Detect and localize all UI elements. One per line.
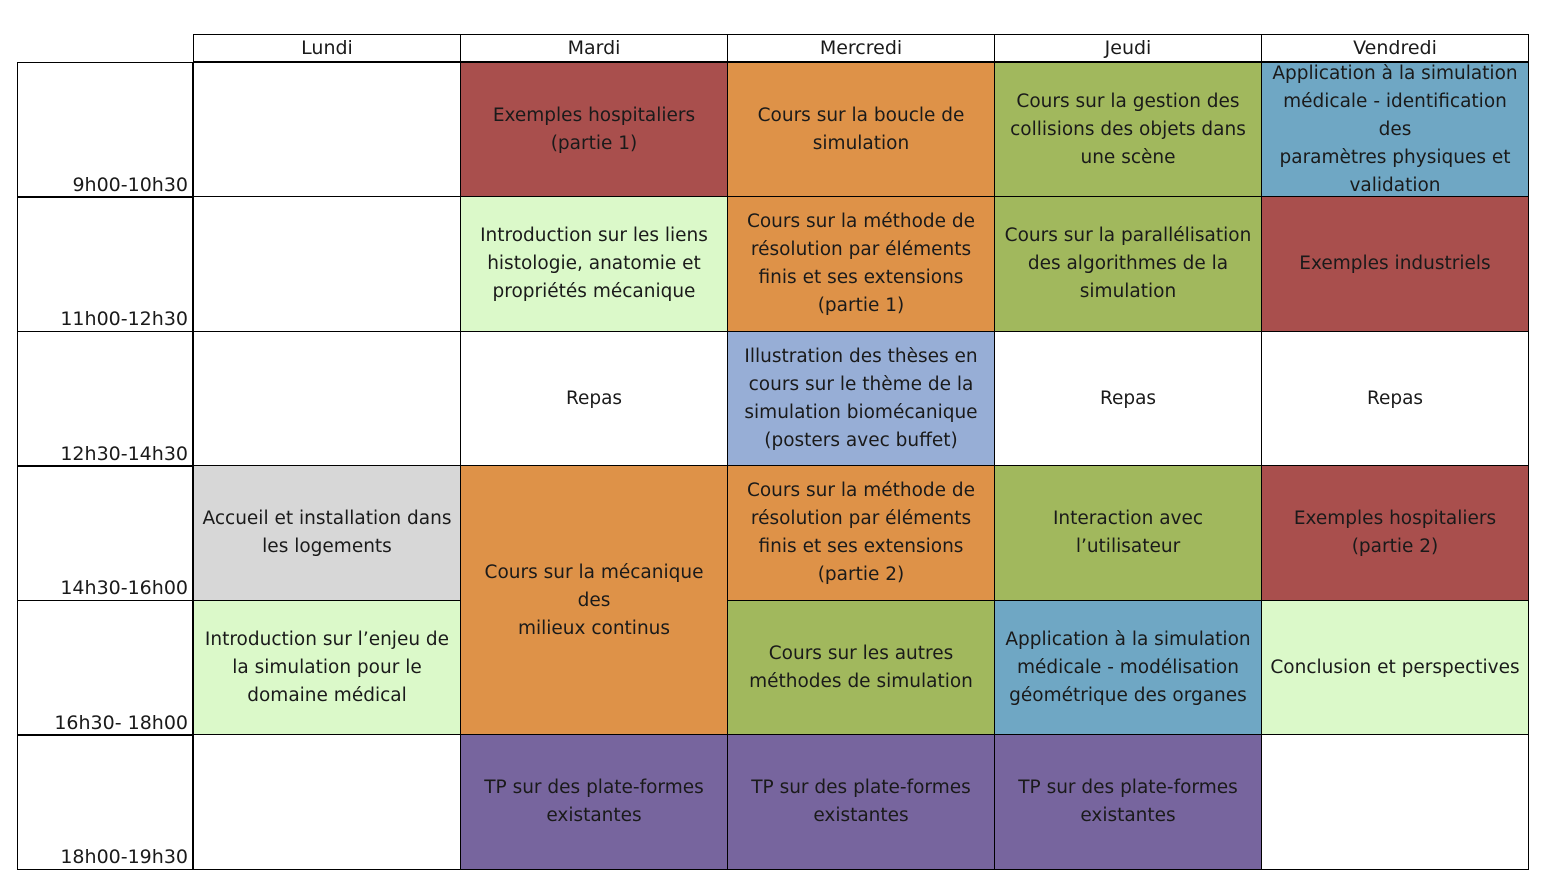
time-slot: 14h30-16h00: [17, 465, 193, 601]
schedule-cell: Introduction sur les liens histologie, anatomie et propriétés mécanique: [460, 196, 728, 332]
schedule-cell-empty: [1261, 734, 1529, 870]
schedule-cell-empty: [193, 331, 461, 467]
schedule-cell: Cours sur les autres méthodes de simulation: [727, 600, 995, 736]
schedule-cell: Exemples industriels: [1261, 196, 1529, 332]
schedule-cell: Cours sur la méthode de résolution par éléments finis et ses extensions (partie 1): [727, 196, 995, 332]
schedule-cell: Exemples hospitaliers (partie 2): [1261, 465, 1529, 601]
time-slot: 11h00-12h30: [17, 196, 193, 332]
schedule-cell: Illustration des thèses en cours sur le thème de la simulation biomécanique (posters avec buffet): [727, 331, 995, 467]
time-slot: 16h30- 18h00: [17, 600, 193, 736]
schedule-cell: Cours sur la méthode de résolution par éléments finis et ses extensions (partie 2): [727, 465, 995, 601]
schedule-cell: Application à la simulation médicale - identification des paramètres physiques et validation: [1261, 62, 1529, 198]
schedule-cell-empty: [193, 196, 461, 332]
schedule-cell: Interaction avec l’utilisateur: [994, 465, 1262, 601]
schedule-cell-empty: [193, 734, 461, 870]
schedule-cell: Application à la simulation médicale - modélisation géométrique des organes: [994, 600, 1262, 736]
day-header-vendredi: Vendredi: [1261, 34, 1529, 62]
day-header-mercredi: Mercredi: [727, 34, 995, 62]
day-header-mardi: Mardi: [460, 34, 728, 62]
schedule-cell: Cours sur la boucle de simulation: [727, 62, 995, 198]
schedule-cell: Cours sur la parallélisation des algorithmes de la simulation: [994, 196, 1262, 332]
schedule-cell: Cours sur la gestion des collisions des objets dans une scène: [994, 62, 1262, 198]
schedule-cell: TP sur des plate-formes existantes: [994, 734, 1262, 870]
time-slot: 18h00-19h30: [17, 734, 193, 870]
schedule-cell-empty: [193, 62, 461, 198]
schedule-cell: Accueil et installation dans les logements: [193, 465, 461, 601]
schedule-cell: Cours sur la mécanique des milieux continus: [460, 465, 728, 736]
time-slot: 9h00-10h30: [17, 62, 193, 198]
day-header-jeudi: Jeudi: [994, 34, 1262, 62]
time-slot: 12h30-14h30: [17, 331, 193, 467]
schedule-cell: Repas: [1261, 331, 1529, 467]
schedule-cell: TP sur des plate-formes existantes: [727, 734, 995, 870]
schedule-cell: Introduction sur l’enjeu de la simulation pour le domaine médical: [193, 600, 461, 736]
schedule-cell: Conclusion et perspectives: [1261, 600, 1529, 736]
schedule-cell: Repas: [994, 331, 1262, 467]
schedule-cell: TP sur des plate-formes existantes: [460, 734, 728, 870]
day-header-lundi: Lundi: [193, 34, 461, 62]
schedule-cell: Exemples hospitaliers (partie 1): [460, 62, 728, 198]
schedule-cell: Repas: [460, 331, 728, 467]
